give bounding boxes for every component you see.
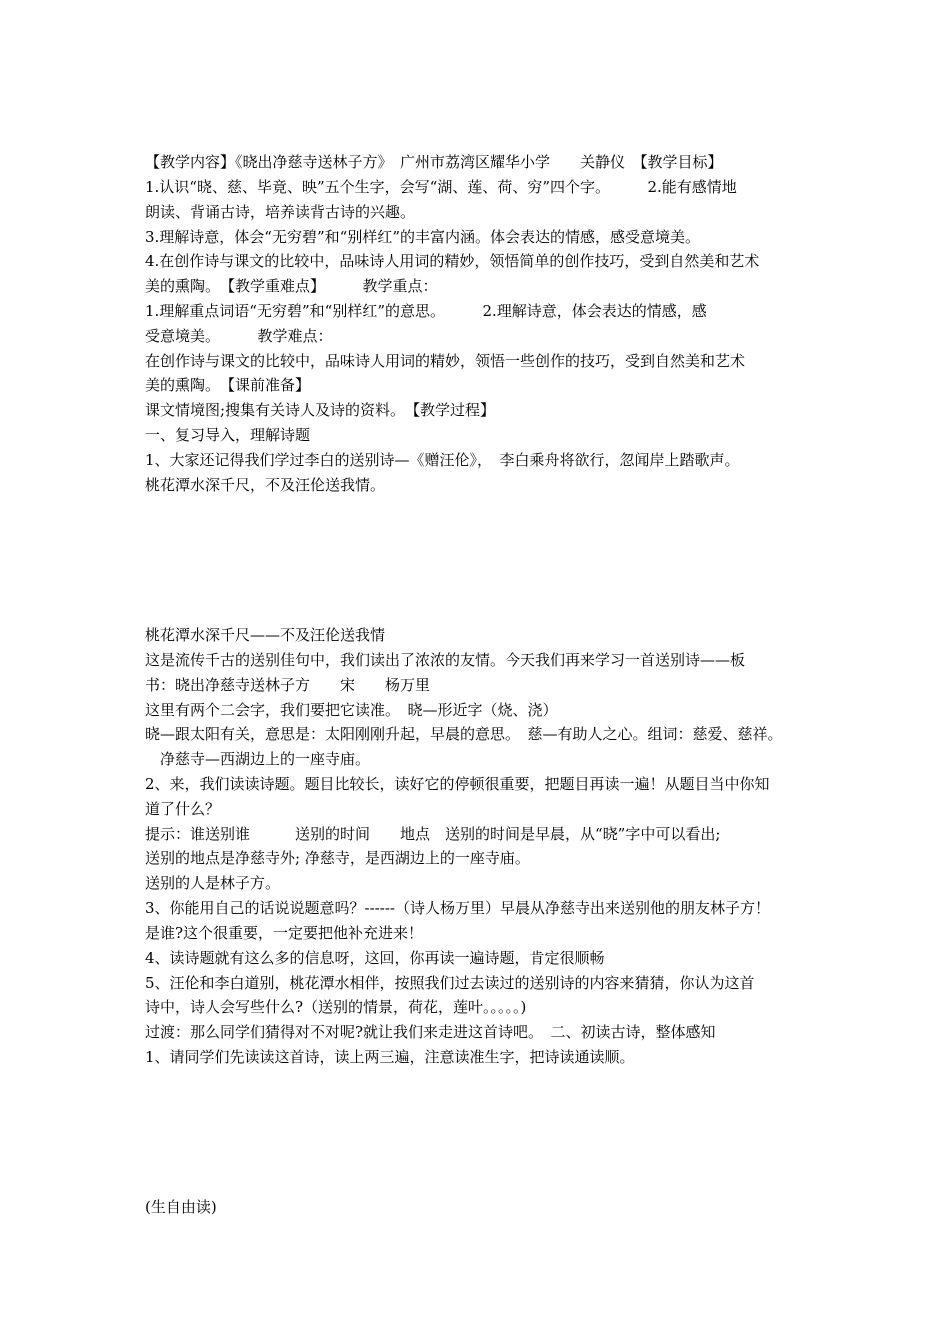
text-line: 美的熏陶。 【教学重难点】 教学重点： (145, 277, 438, 295)
text-line: 1、请同学们先读读这首诗，读上两三遍，注意读准生字，把诗读通读顺。 (145, 1048, 635, 1066)
text-line: 书：晓出净慈寺送林子方 宋 杨万里 (145, 676, 431, 694)
text-line: 在创作诗与课文的比较中，品味诗人用词的精妙，领悟一些创作的技巧，受到自然美和艺术 (145, 352, 746, 370)
text-line: 3.理解诗意，体会“无穷碧”和“别样红”的丰富内涵。体会表达的情感，感受意境美。 (145, 228, 700, 246)
section-heading: 一、复习导入，理解诗题 (145, 426, 311, 444)
text-line: 这是流传千古的送别佳句中，我们读出了浓浓的友情。今天我们再来学习一首送别诗——板 (145, 651, 746, 669)
text-line: 美的熏陶。 【课前准备】 (145, 376, 311, 394)
text-line: 4.在创作诗与课文的比较中，品味诗人用词的精妙，领悟简单的创作技巧，受到自然美和艺术 (145, 252, 760, 270)
text-line: 提示：谁送别谁 送别的时间 地点 送别的时间是早晨，从“晓”字中可以看出; (145, 825, 721, 843)
text-line: 受意境美。 教学难点： (145, 327, 333, 345)
text-line: 桃花潭水深千尺，不及汪伦送我情。 (145, 476, 386, 494)
text-line: 净慈寺—西湖边上的一座寺庙。 (145, 750, 371, 768)
text-line: 2、来，我们读读诗题。题目比较长，读好它的停顿很重要，把题目再读一遍！从题目当中你知 (145, 775, 770, 793)
text-line: 是谁?这个很重要，一定要把他补充进来！ (145, 924, 424, 942)
text-line: 晓—跟太阳有关，意思是：太阳刚刚升起，早晨的意思。 慈—有助人之心。组词：慈爱、慈祥。 (145, 725, 783, 743)
text-line: 送别的地点是净慈寺外; 净慈寺，是西湖边上的一座寺庙。 (145, 849, 530, 867)
text-line: 过渡：那么同学们猜得对不对呢?就让我们来走进这首诗吧。 二、初读古诗，整体感知 (145, 1023, 716, 1041)
text-line: 1.认识“晓、慈、毕竟、映”五个生字，会写“湖、莲、荷、穷”四个字。 2.能有感情地 (145, 178, 737, 196)
text-line: 课文情境图;搜集有关诗人及诗的资料。 【教学过程】 (145, 401, 496, 419)
text-line: 5、汪伦和李白道别，桃花潭水相伴，按照我们过去读过的送别诗的内容来猜猜，你认为这首 (145, 974, 755, 992)
text-line: 诗中，诗人会写些什么?（送别的情景，荷花，莲叶。。。。。) (145, 998, 527, 1016)
text-line: 1.理解重点词语“无穷碧”和“别样红”的意思。 2.理解诗意，体会表达的情感，感 (145, 302, 707, 320)
text-line: 送别的人是林子方。 (145, 874, 281, 892)
text-line: 桃花潭水深千尺——不及汪伦送我情 (145, 626, 386, 644)
text-line: 1、大家还记得我们学过李白的送别诗—《赠汪伦》， 李白乘舟将欲行，忽闻岸上踏歌声。 (145, 451, 740, 469)
text-line: 【教学内容】《晓出净慈寺送林子方》 广州市荔湾区耀华小学 关静仪 【教学目标】 (145, 153, 723, 171)
text-line: (生自由读) (145, 1198, 217, 1216)
text-line: 朗读、背诵古诗，培养读背古诗的兴趣。 (145, 203, 416, 221)
text-line: 4、读诗题就有这么多的信息呀，这回，你再读一遍诗题，肯定很顺畅 (145, 949, 605, 967)
text-line: 道了什么？ (145, 800, 221, 818)
text-line: 3、你能用自己的话说说题意吗？------（诗人杨万里）早晨从净慈寺出来送别他的朋友林子方！ (145, 899, 770, 917)
text-line: 这里有两个二会字，我们要把它读准。 晓—形近字（烧、浇） (145, 701, 558, 719)
